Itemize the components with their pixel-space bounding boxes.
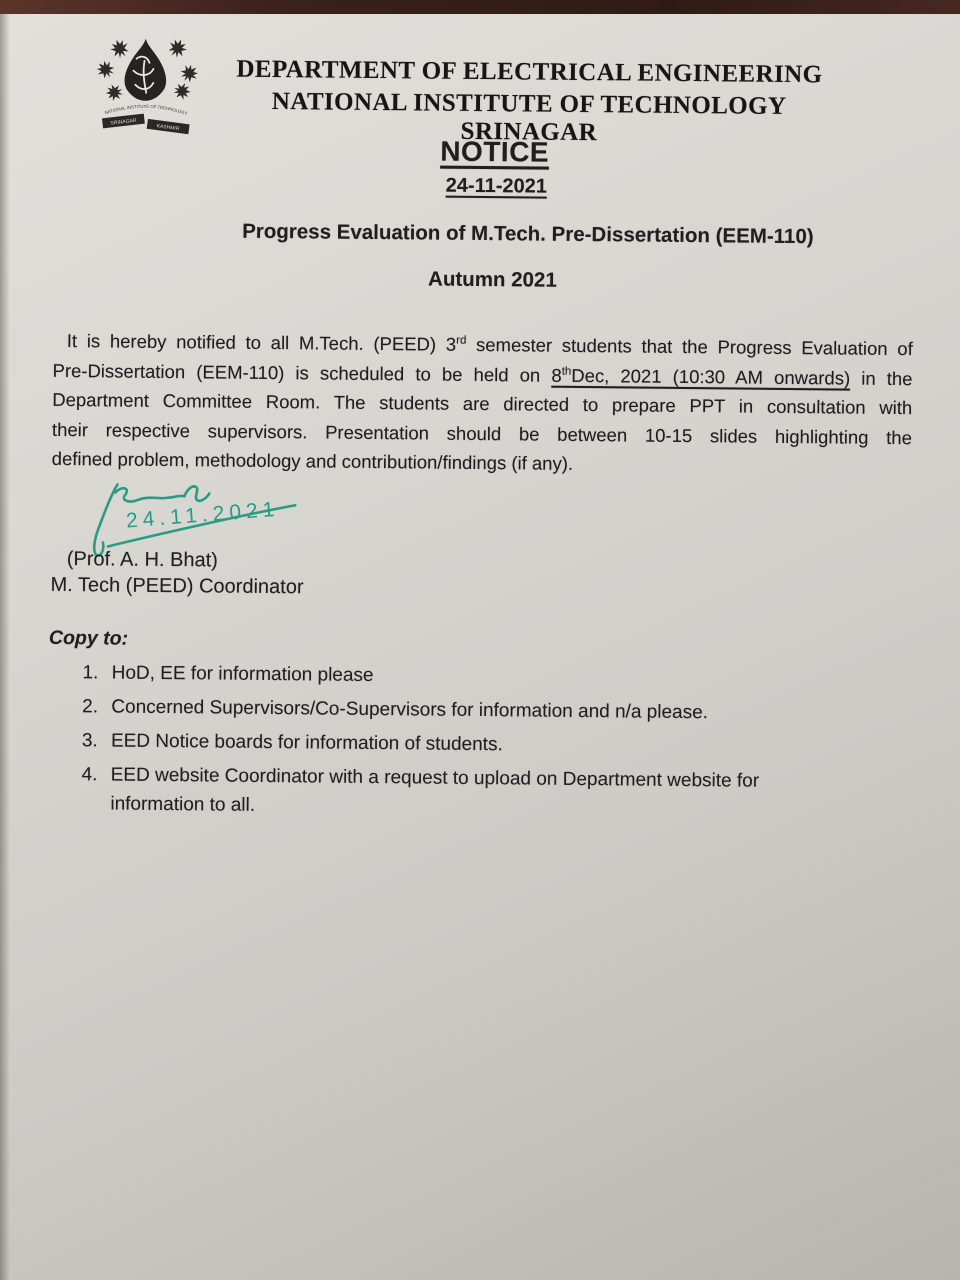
- institute-logo-icon: [89, 34, 204, 137]
- institute-title: NATIONAL INSTITUTE OF TECHNOLOGY SRINAGAR: [271, 88, 787, 147]
- list-item: 3. EED Notice boards for information of students.: [103, 726, 843, 762]
- logo-banner-left: [102, 114, 145, 129]
- subject-line: Progress Evaluation of M.Tech. Pre-Dissertation (EEM-110): [242, 219, 814, 249]
- notice-body: [52, 326, 913, 482]
- notice-heading: NOTICE: [440, 135, 550, 168]
- svg-text:SRINAGAR: SRINAGAR: [110, 117, 137, 127]
- signatory-name: (Prof. A. H. Bhat): [66, 548, 219, 572]
- signatory-designation: M. Tech (PEED) Coordinator: [50, 573, 304, 599]
- body-line-1: It is hereby notified to all M.Tech. (PEED) 3rd semester students that the Progress Evaluation of: [66, 330, 913, 360]
- superscript-rd: rd: [456, 334, 467, 347]
- underlined-schedule: 8thDec, 2021 (10:30 AM onwards): [551, 364, 851, 389]
- notice-date: 24-11-2021: [445, 174, 548, 198]
- copy-to-list: [78, 658, 844, 830]
- body-line-3: Department Committee Room. The students are directed to prepare PPT in consultation with: [52, 388, 913, 419]
- body-line-2: Pre-Dissertation (EEM-110) is scheduled to be held on 8thDec, 2021 (10:30 AM onwards) in the: [52, 359, 913, 389]
- list-item: 4. EED website Coordinator with a request to upload on Department website for information to all.: [102, 760, 843, 825]
- superscript-th: th: [561, 365, 572, 378]
- copy-to-label: Copy to:: [48, 626, 129, 650]
- notice-paper: [0, 14, 960, 1280]
- handwritten-date: 24.11.2021: [125, 497, 281, 533]
- paper-content: [0, 9, 960, 1280]
- logo-arc-text: NATIONAL INSTITUTE OF TECHNOLOGY: [104, 103, 189, 117]
- list-item: 1. HoD, EE for information please: [104, 658, 844, 694]
- body-line-4: their respective supervisors. Presentation should be between 10-15 slides highlighting the: [51, 418, 913, 448]
- semester-line: Autumn 2021: [427, 267, 557, 292]
- department-title: DEPARTMENT OF ELECTRICAL ENGINEERING: [236, 55, 823, 89]
- paper-edge-shadow: [0, 14, 10, 1280]
- body-line-5: defined problem, methodology and contribution/findings (if any).: [51, 447, 574, 474]
- svg-text:KASHMIR: KASHMIR: [156, 123, 180, 133]
- list-item: 2. Concerned Supervisors/Co-Supervisors for information and n/a please.: [103, 692, 843, 728]
